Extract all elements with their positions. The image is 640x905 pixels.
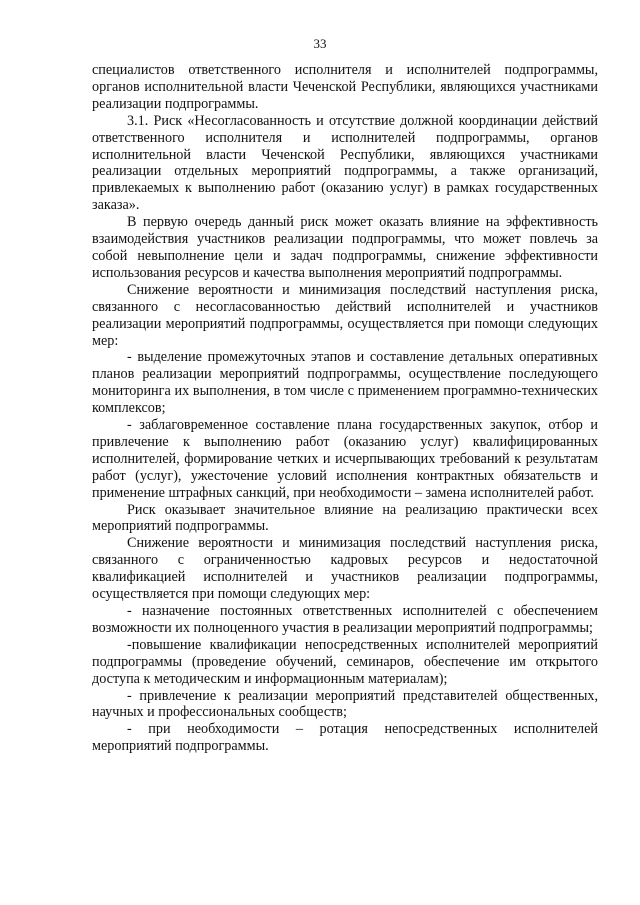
paragraph: Снижение вероятности и минимизация последствий наступления риска, связанного с ограниченностью кадровых ресурсов и недостаточной квалификацией исполнителей и участников реализации подпрограммы, осуществляется при помощи следующих мер: [92,535,598,603]
page-number: 33 [313,36,327,51]
paragraph: В первую очередь данный риск может оказать влияние на эффективность взаимодействия участников реализации подпрограммы, что может повлечь за собой невыполнение цели и задач подпрограммы, снижение эффективности использования ресурсов и качества выполнения мероприятий подпрограммы. [92,214,598,281]
list-item: - заблаговременное составление плана государственных закупок, отбор и привлечение к выполнению работ (оказанию услуг) квалифицированных исполнителей, формирование четких и исчерпывающих требований к результатам работ (услуг), ужесточение условий исполнения контрактных обязательств и применение штрафных санкций, при необходимости – замена исполнителей работ. [92,417,598,501]
paragraph: 3.1. Риск «Несогласованность и отсутствие должной координации действий ответственного исполнителя и исполнителей подпрограммы, органов исполнительной власти Чеченской Республики, являющихся участниками реализации отдельных мероприятий подпрограммы, а также организаций, привлекаемых к выполнению работ (оказанию услуг) в рамках государственных заказа». [92,112,598,214]
list-item: -повышение квалификации непосредственных исполнителей мероприятий подпрограммы (проведение обучений, семинаров, обеспечение им открытого доступа к методическим и информационным материалам); [92,636,598,687]
paragraph: Риск оказывает значительное влияние на реализацию практически всех мероприятий подпрограммы. [92,501,598,535]
list-item: - назначение постоянных ответственных исполнителей с обеспечением возможности их полноценного участия в реализации мероприятий подпрограммы; [92,603,598,636]
list-item: - выделение промежуточных этапов и составление детальных оперативных планов реализации мероприятий подпрограммы, осуществление последующего мониторинга их выполнения, в том числе с применением программно-технических комплексов; [92,349,598,417]
paragraph: специалистов ответственного исполнителя и исполнителей подпрограммы, органов исполнительной власти Чеченской Республики, являющихся участниками реализации подпрограммы. [92,62,598,112]
list-item: - при необходимости – ротация непосредственных исполнителей мероприятий подпрограммы. [92,721,598,755]
document-body [92,62,598,755]
list-item: - привлечение к реализации мероприятий представителей общественных, научных и профессиональных сообществ; [92,687,598,721]
paragraph: Снижение вероятности и минимизация последствий наступления риска, связанного с несогласованностью действий исполнителей и участников реализации мероприятий подпрограммы, осуществляется при помощи следующих мер: [92,281,598,349]
